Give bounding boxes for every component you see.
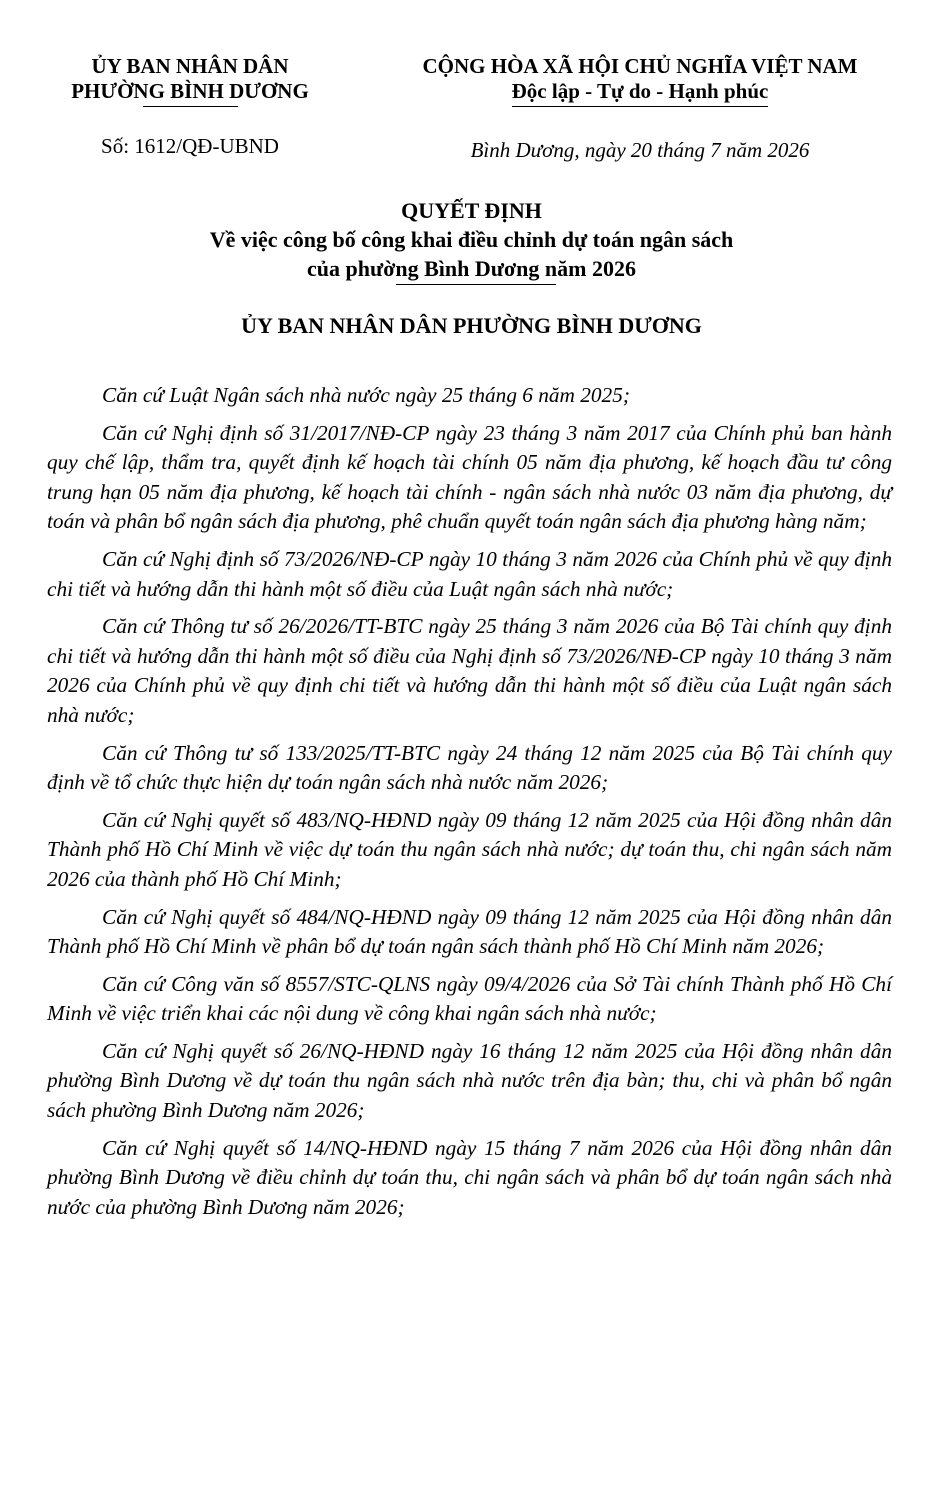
legal-basis [47, 381, 892, 1230]
basis-paragraph: Căn cứ Công văn số 8557/STC-QLNS ngày 09/4/2026 của Sở Tài chính Thành phố Hồ Chí Minh về việc triển khai các nội dung về công khai ngân sách nhà nước; [47, 971, 892, 1026]
basis-paragraph: Căn cứ Thông tư số 26/2026/TT-BTC ngày 25 tháng 3 năm 2026 của Bộ Tài chính quy định chi tiết và hướng dẫn thi hành một số điều của Nghị định số 73/2026/NĐ-CP ngày 10 tháng 3 năm 2026 của Chính phủ về quy định chi tiết và hướng dẫn thi hành một số điều của Luật ngân sách nhà nước; [47, 614, 892, 727]
place-and-date: Bình Dương, ngày 20 tháng 7 năm 2026 [470, 138, 810, 162]
document-title [0, 196, 943, 283]
document-type: QUYẾT ĐỊNH [401, 198, 542, 223]
subject-line-2: của phường Bình Dương năm 2026 [307, 256, 636, 281]
basis-paragraph: Căn cứ Nghị quyết số 26/NQ-HĐND ngày 16 tháng 12 năm 2025 của Hội đồng nhân dân phường Bình Dương về dự toán thu ngân sách nhà nước trên địa bàn; thu, chi và phân bổ ngân sách phường Bình Dương năm 2026; [47, 1038, 892, 1123]
subject-line-1: Về việc công bố công khai điều chỉnh dự toán ngân sách [209, 227, 734, 252]
nation-motto: Độc lập - Tự do - Hạnh phúc [512, 79, 769, 107]
basis-paragraph: Căn cứ Nghị quyết số 484/NQ-HĐND ngày 09 tháng 12 năm 2025 của Hội đồng nhân dân Thành phố Hồ Chí Minh về phân bổ dự toán ngân sách thành phố Hồ Chí Minh năm 2026; [47, 904, 892, 959]
agency-underline [143, 106, 238, 107]
basis-paragraph: Căn cứ Nghị định số 31/2017/NĐ-CP ngày 23 tháng 3 năm 2017 của Chính phủ ban hành quy chế lập, thẩm tra, quyết định kế hoạch tài chính 05 năm địa phương, kế hoạch đầu tư công trung hạn 05 năm địa phương, kế hoạch tài chính - ngân sách nhà nước 03 năm địa phương, dự toán và phân bổ ngân sách địa phương, phê chuẩn quyết toán ngân sách địa phương hàng năm; [47, 420, 892, 534]
issuing-authority: ỦY BAN NHÂN DÂN PHƯỜNG BÌNH DƯƠNG [241, 313, 702, 338]
document-number: Số: 1612/QĐ-UBND [101, 134, 279, 158]
issuing-agency [40, 54, 340, 107]
basis-paragraph: Căn cứ Luật Ngân sách nhà nước ngày 25 tháng 6 năm 2025; [102, 383, 630, 407]
basis-paragraph: Căn cứ Nghị định số 73/2026/NĐ-CP ngày 10 tháng 3 năm 2026 của Chính phủ về quy định chi tiết và hướng dẫn thi hành một số điều của Luật ngân sách nhà nước; [47, 546, 892, 601]
national-heading [345, 54, 935, 107]
agency-name-line1: ỦY BAN NHÂN DÂN [91, 54, 289, 78]
basis-paragraph: Căn cứ Thông tư số 133/2025/TT-BTC ngày 24 tháng 12 năm 2025 của Bộ Tài chính quy định về tổ chức thực hiện dự toán ngân sách nhà nước năm 2026; [47, 740, 892, 795]
nation-name: CỘNG HÒA XÃ HỘI CHỦ NGHĨA VIỆT NAM [422, 54, 858, 78]
basis-paragraph: Căn cứ Nghị quyết số 483/NQ-HĐND ngày 09 tháng 12 năm 2025 của Hội đồng nhân dân Thành phố Hồ Chí Minh về việc dự toán thu ngân sách nhà nước; dự toán thu, chi ngân sách năm 2026 của thành phố Hồ Chí Minh; [47, 807, 892, 891]
agency-name-line2: PHƯỜNG BÌNH DƯƠNG [71, 79, 309, 103]
title-underline [396, 284, 556, 285]
basis-paragraph: Căn cứ Nghị quyết số 14/NQ-HĐND ngày 15 tháng 7 năm 2026 của Hội đồng nhân dân phường Bình Dương về điều chỉnh dự toán thu, chi ngân sách và phân bổ dự toán ngân sách nhà nước của phường Bình Dương năm 2026; [47, 1135, 892, 1219]
